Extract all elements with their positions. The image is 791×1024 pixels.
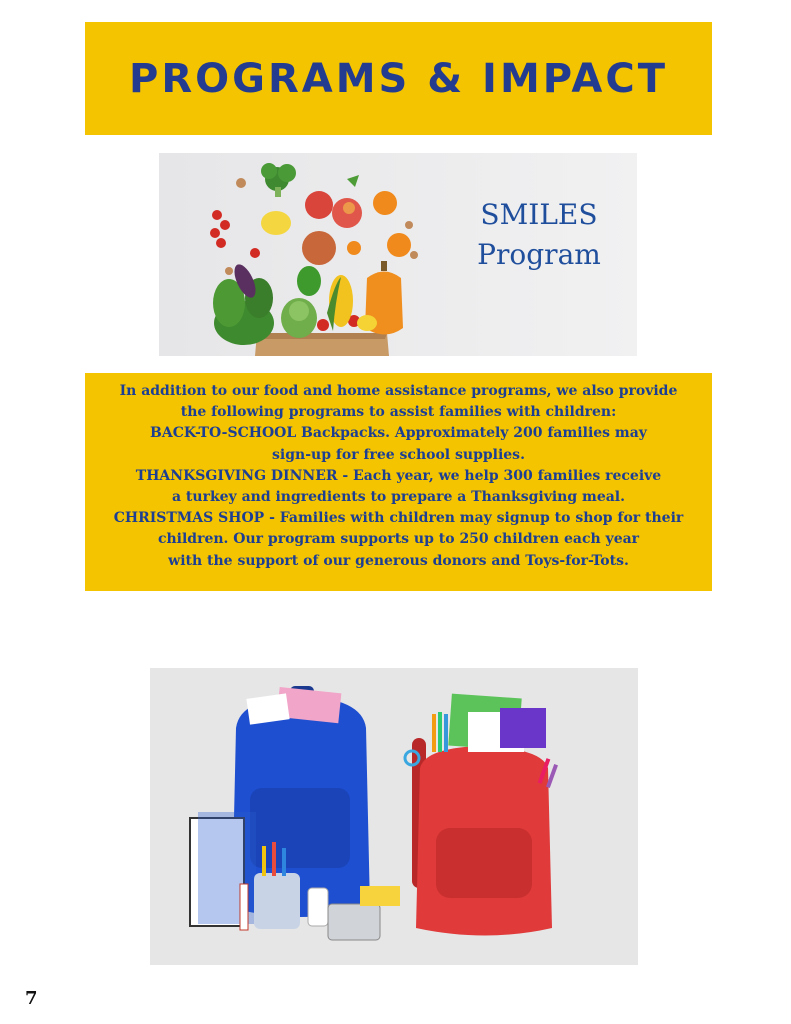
- heading-line-2: Program: [477, 238, 601, 271]
- info-line: children. Our program supports up to 250 children each year: [157, 531, 640, 548]
- smiles-hero-image: [159, 153, 637, 356]
- info-line: THANKSGIVING DINNER - Each year, we help 300 families receive: [135, 467, 662, 484]
- smiles-program-heading: [444, 195, 634, 275]
- info-line: a turkey and ingredients to prepare a Thanksgiving meal.: [171, 489, 625, 506]
- info-line: with the support of our generous donors and Toys-for-Tots.: [168, 552, 629, 569]
- info-line: In addition to our food and home assistance programs, we also provide: [119, 383, 678, 399]
- info-line: BACK-TO-SCHOOL Backpacks. Approximately 200 families may: [150, 425, 647, 442]
- info-line: CHRISTMAS SHOP - Families with children may signup to shop for their: [113, 510, 684, 527]
- info-line: the following programs to assist families with children:: [180, 404, 617, 421]
- page-title: PROGRAMS & IMPACT: [129, 55, 668, 102]
- programs-info-box: [85, 373, 712, 591]
- backpacks-image: [150, 668, 638, 965]
- info-line: sign-up for free school supplies.: [272, 446, 525, 463]
- heading-line-1: SMILES: [480, 198, 598, 231]
- backpacks-illustration: [150, 668, 638, 965]
- title-banner: [85, 22, 712, 135]
- page-number: 7: [25, 988, 38, 1009]
